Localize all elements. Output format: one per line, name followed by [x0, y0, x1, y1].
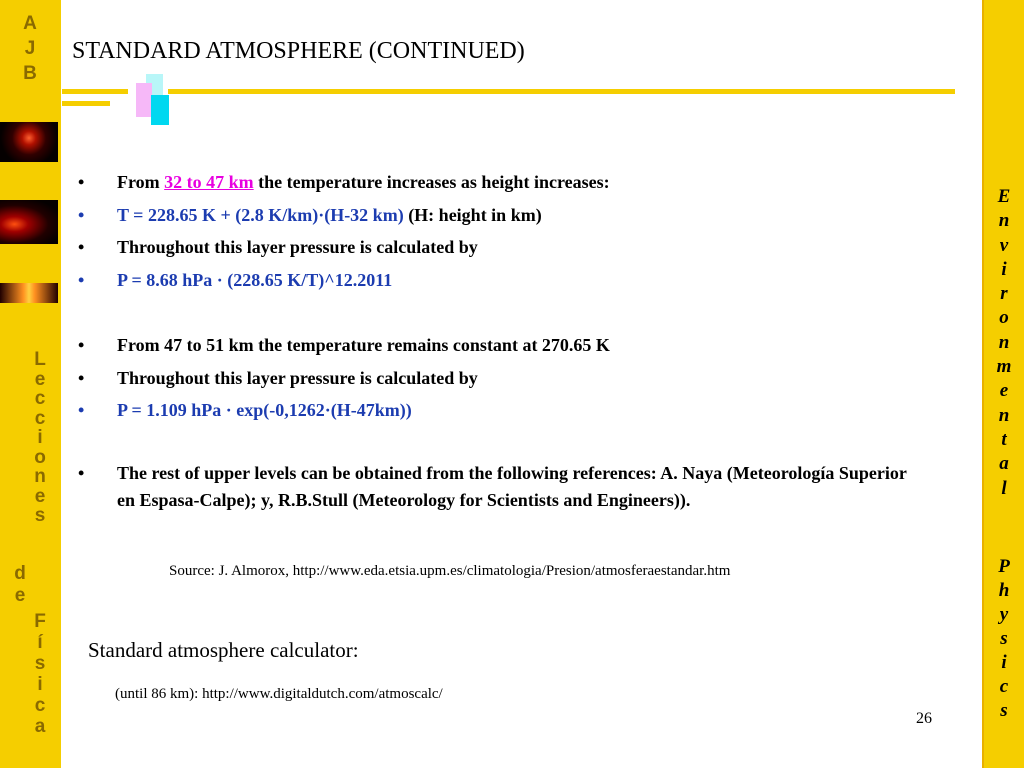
bullet-list-references	[78, 460, 918, 514]
vertical-letter: s	[34, 505, 46, 526]
environmental-vertical-text	[984, 187, 1024, 503]
fisica-vertical-text	[26, 612, 54, 738]
pressure-formula: • P = 8.68 hPa · (228.65 K/T)^12.2011	[78, 264, 918, 297]
vertical-letter: E	[997, 186, 1011, 207]
vertical-letter: c	[34, 407, 46, 429]
vertical-letter: n	[998, 404, 1010, 426]
formula-note: (H: height in km)	[403, 204, 542, 225]
vertical-letter: r	[1000, 283, 1008, 305]
pressure-formula: • P = 1.109 hPa · exp(-0,1262·(H-47km))	[78, 394, 918, 427]
bullet-item: • Throughout this layer pressure is calculated by	[78, 231, 918, 264]
calculator-link[interactable]: (until 86 km): http://www.digitaldutch.com/atmoscalc/	[115, 686, 443, 702]
vertical-letter: h	[998, 580, 1010, 601]
vertical-letter: c	[34, 695, 46, 716]
bullet-item: • From 47 to 51 km the temperature remains constant at 270.65 K	[78, 329, 918, 362]
source-note: Source: J. Almorox, http://www.eda.etsia.upm.es/climatologia/Presion/atmosferaestandar.htm	[169, 563, 731, 579]
bullet-text: the temperature increases as height increases:	[253, 172, 610, 192]
vertical-letter: s	[1000, 628, 1008, 649]
slide-title: STANDARD ATMOSPHERE (CONTINUED)	[72, 38, 525, 64]
vertical-letter: L	[34, 349, 46, 370]
calculator-heading: Standard atmosphere calculator:	[88, 638, 359, 662]
vertical-letter: e	[34, 368, 46, 390]
vertical-letter: e	[14, 585, 26, 606]
vertical-letter: P	[998, 556, 1010, 577]
logo-letter: J	[24, 38, 36, 59]
sidebar-photo-1	[0, 122, 58, 162]
bullet-text: From	[117, 172, 165, 192]
height-range-link[interactable]: 32 to 47 km	[164, 172, 254, 192]
vertical-letter: a	[34, 716, 46, 737]
decorative-square	[151, 95, 169, 125]
vertical-letter: y	[999, 604, 1009, 625]
bullet-item	[78, 166, 918, 199]
vertical-letter: t	[1001, 428, 1007, 450]
vertical-letter: c	[34, 388, 46, 409]
vertical-letter: í	[37, 632, 43, 653]
vertical-letter: n	[34, 466, 46, 487]
vertical-letter: l	[1001, 477, 1007, 499]
title-underline	[168, 89, 955, 94]
bullet-list-32-47km	[78, 166, 918, 296]
logo-letter: A	[23, 13, 37, 34]
page-number: 26	[916, 710, 932, 727]
de-vertical-text	[6, 564, 34, 608]
bullet-item	[78, 199, 918, 232]
vertical-letter: s	[34, 653, 46, 674]
vertical-letter: d	[14, 563, 26, 584]
lecciones-vertical-text	[26, 350, 54, 526]
vertical-letter: o	[999, 307, 1009, 329]
physics-vertical-text	[984, 557, 1024, 725]
sidebar-photo-3	[0, 283, 58, 303]
bullet-item: • Throughout this layer pressure is calculated by	[78, 362, 918, 395]
vertical-letter: F	[34, 611, 46, 632]
vertical-letter: m	[996, 356, 1012, 378]
vertical-letter: c	[999, 676, 1009, 697]
vertical-letter: n	[998, 331, 1010, 353]
vertical-letter: i	[1001, 258, 1007, 280]
title-decoration-line	[62, 89, 128, 94]
vertical-letter: e	[999, 380, 1009, 402]
vertical-letter: s	[1000, 700, 1008, 721]
title-decoration-line	[62, 101, 110, 106]
vertical-letter: e	[34, 485, 46, 507]
bullet-item: • The rest of upper levels can be obtained from the following references: A. Naya (Meteorología Superior en Espasa-Calpe); y, R.B.Stull (Meteorology for Scientists and Engineers)).	[78, 460, 918, 514]
vertical-letter: i	[1001, 652, 1007, 673]
vertical-letter: v	[999, 234, 1009, 256]
sidebar-photo-2	[0, 200, 58, 244]
vertical-letter: n	[998, 210, 1010, 232]
vertical-letter: o	[34, 446, 46, 468]
logo-letter: B	[23, 63, 37, 84]
vertical-letter: a	[999, 453, 1009, 475]
ajb-logo	[16, 14, 44, 89]
vertical-letter: i	[37, 674, 43, 695]
decorative-square	[136, 83, 152, 117]
temperature-formula: T = 228.65 K + (2.8 K/km)·(H-32 km)	[117, 204, 404, 225]
bullet-list-47-51km	[78, 329, 918, 427]
vertical-letter: i	[37, 427, 43, 448]
